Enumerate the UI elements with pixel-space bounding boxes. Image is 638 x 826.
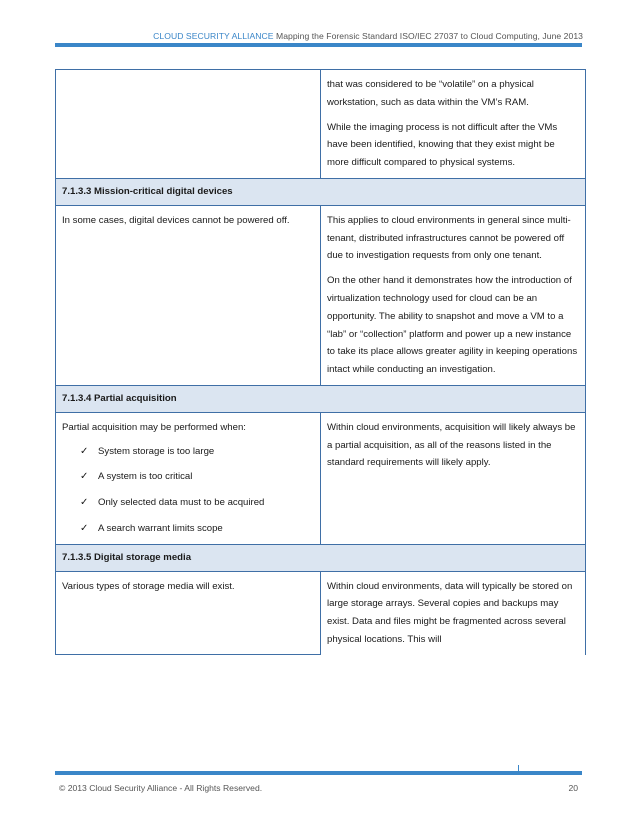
section2-right-cell — [321, 205, 586, 385]
section-heading-partial-acquisition: 7.1.3.4 Partial acquisition — [56, 385, 586, 412]
section4-right-cell — [321, 571, 586, 655]
section-heading-digital-storage-media: 7.1.3.5 Digital storage media — [56, 544, 586, 571]
list-item — [80, 443, 314, 461]
row1-right-cell — [321, 70, 586, 179]
partial-acquisition-checklist — [62, 443, 314, 538]
check-item-label: A system is too critical — [98, 471, 193, 483]
checkmark-icon: ✓ — [80, 445, 89, 457]
section2-left-cell — [56, 205, 321, 385]
checkmark-icon: ✓ — [80, 471, 89, 483]
section3-right-text: Within cloud environments, acquisition will likely always be a partial acquisition, as all of the reasons listed in the standard requirements will likely apply. — [327, 421, 576, 469]
section-heading-mission-critical: 7.1.3.3 Mission-critical digital devices — [56, 178, 586, 205]
checkmark-icon: ✓ — [80, 497, 89, 509]
check-item-label: System storage is too large — [98, 445, 215, 457]
page-number: 20 — [568, 783, 578, 793]
table-row — [56, 70, 586, 179]
header-title: Mapping the Forensic Standard ISO/IEC 27037 to Cloud Computing, June 2013 — [273, 31, 583, 41]
check-item-label: Only selected data must to be acquired — [98, 497, 265, 509]
row1-left-cell — [56, 70, 321, 179]
section-heading-row — [56, 544, 586, 571]
table-row — [56, 205, 586, 385]
list-item — [80, 494, 314, 512]
section2-left-text: In some cases, digital devices cannot be powered off. — [62, 214, 290, 226]
section4-left-cell — [56, 571, 321, 655]
standard-mapping-table — [55, 69, 586, 655]
check-item-label: A search warrant limits scope — [98, 522, 223, 534]
section3-right-cell — [321, 412, 586, 544]
table-row — [56, 571, 586, 655]
row1-right-paragraph-1: that was considered to be “volatile” on a physical workstation, such as data within the VM’s RAM. — [327, 79, 534, 108]
checkmark-icon: ✓ — [80, 522, 89, 534]
footer-rule — [55, 771, 582, 775]
running-header — [153, 31, 583, 41]
section4-left-text: Various types of storage media will exist. — [62, 580, 235, 592]
list-item — [80, 520, 314, 538]
section3-left-intro: Partial acquisition may be performed when: — [62, 421, 246, 433]
section2-right-paragraph-2: On the other hand it demonstrates how the introduction of virtualization technology used for cloud can be an opportunity. The ability to snapshot and move a VM to a “lab” or “collection” platform and power up a new instance to take its place allows greater agility in keeping operations intact while conducting an investigation. — [327, 275, 578, 376]
section-heading-row — [56, 178, 586, 205]
list-item — [80, 468, 314, 486]
row1-right-paragraph-2: While the imaging process is not difficult after the VMs have been identified, knowing that they exist might be more difficult compared to physical systems. — [327, 121, 558, 169]
section4-right-text: Within cloud environments, data will typically be stored on large storage arrays. Several copies and backups may exist. Data and files might be fragmented across several physical locations. This will — [327, 580, 573, 645]
footer-copyright: © 2013 Cloud Security Alliance - All Rights Reserved. — [59, 783, 263, 793]
section2-right-paragraph-1: This applies to cloud environments in general since multi-tenant, distributed infrastructures cannot be powered off due to investigation requests from only one tenant. — [327, 214, 571, 262]
header-brand: CLOUD SECURITY ALLIANCE — [153, 31, 274, 41]
table-row — [56, 412, 586, 544]
section3-left-cell — [56, 412, 321, 544]
header-rule — [55, 43, 582, 47]
section-heading-row — [56, 385, 586, 412]
